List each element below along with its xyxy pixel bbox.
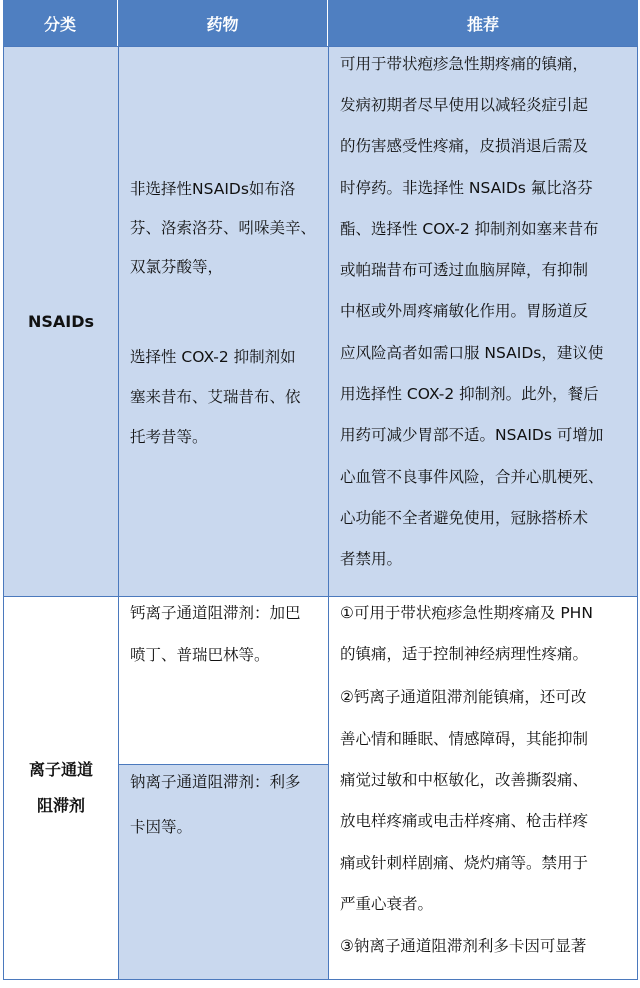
nsaids-rec-line: 心功能不全者避免使用，冠脉搭桥术 [340,509,589,527]
nsaids-drug-line: 非选择性NSAIDs如布洛 [130,180,296,198]
sodium-channel-drug-cell [118,764,329,980]
nsaids-category-label: NSAIDs [27,311,95,331]
ion-rec-line: 善心情和睡眠、情感障碍，其能抑制 [340,730,589,748]
nsaids-drug-line: 塞来昔布、艾瑞昔布、依 [130,388,301,406]
calcium-drug-line: 钙离子通道阻滞剂：加巴 [130,604,301,622]
nsaids-drug-line: 芬、洛索洛芬、吲哚美辛、 [130,219,317,237]
nsaids-rec-line: 时停药。非选择性 NSAIDs 氟比洛芬 [340,179,593,197]
ion-rec-line: ③钠离子通道阻滞剂利多卡因可显著 [340,937,587,955]
nsaids-rec-line: 发病初期者尽早使用以减轻炎症引起 [340,96,589,114]
ion-rec-line: 的镇痛，适于控制神经病理性疼痛。 [340,645,589,663]
nsaids-drug-cell [118,46,329,597]
nsaids-category-cell [3,46,119,597]
nsaids-drug-line: 选择性 COX-2 抑制剂如 [130,348,296,366]
nsaids-rec-line: 用选择性 COX-2 抑制剂。此外，餐后 [340,385,599,403]
sodium-drug-line: 卡因等。 [130,818,193,836]
nsaids-rec-line: 用药可减少胃部不适。NSAIDs 可增加 [340,426,604,444]
ion-rec-line: ①可用于带状疱疹急性期疼痛及 PHN [340,604,593,622]
nsaids-rec-line: 中枢或外周疼痛敏化作用。胃肠道反 [340,302,589,320]
nsaids-rec-line: 可用于带状疱疹急性期疼痛的镇痛， [340,55,589,73]
nsaids-rec-line: 应风险高者如需口服 NSAIDs，建议使 [340,344,604,362]
nsaids-drug-line: 双氯芬酸等， [130,258,224,276]
ion-rec-line: 痛觉过敏和中枢敏化，改善撕裂痛、 [340,771,589,789]
nsaids-rec-line: 的伤害感受性疼痛，皮损消退后需及 [340,137,589,155]
nsaids-rec-line: 者禁用。 [340,550,403,568]
ion-rec-line: 严重心衰者。 [340,895,434,913]
header-drug: 药物 [118,0,328,46]
ion-rec-line: ②钙离子通道阻滞剂能镇痛，还可改 [340,688,587,706]
header-recommendation: 推荐 [328,0,638,46]
ion-channel-recommendation-cell [328,596,638,980]
drug-table [3,0,638,980]
ion-channel-category-label: 阻滞剂 [36,796,85,815]
ion-channel-category-cell [3,596,119,980]
header-category: 分类 [3,0,118,46]
calcium-channel-drug-cell [118,596,329,765]
calcium-drug-line: 喷丁、普瑞巴林等。 [130,646,270,664]
nsaids-drug-line: 托考昔等。 [130,428,208,446]
nsaids-rec-line: 心血管不良事件风险，合并心肌梗死、 [340,468,604,486]
ion-channel-category-label: 离子通道 [28,760,93,779]
sodium-drug-line: 钠离子通道阻滞剂：利多 [130,773,301,791]
nsaids-rec-line: 或帕瑞昔布可透过血脑屏障，有抑制 [340,261,589,279]
ion-rec-line: 放电样疼痛或电击样疼痛、枪击样疼 [340,812,589,830]
nsaids-rec-line: 酯、选择性 COX-2 抑制剂如塞来昔布 [340,220,599,238]
nsaids-recommendation-cell [328,46,638,597]
ion-rec-line: 痛或针刺样剧痛、烧灼痛等。禁用于 [340,854,589,872]
